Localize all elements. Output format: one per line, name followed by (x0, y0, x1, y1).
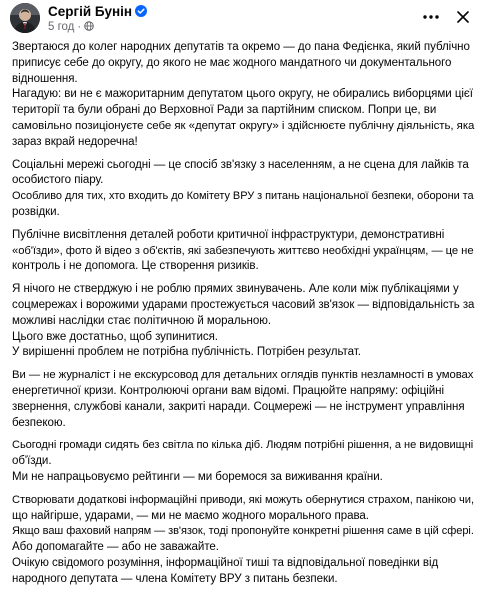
post-paragraph (12, 368, 476, 431)
text-line: Публічне висвітлення деталей роботи критичної інфраструктури, демонстративні (12, 228, 445, 241)
text-line: звернення, службові канали, закриті наради. Соцмережі — не інструмент управління (12, 400, 465, 413)
text-line: Нагадую: ви не є мажоритарним депутатом цього округу, не обирались виборцями цієї (12, 88, 473, 101)
author-avatar[interactable] (10, 3, 40, 33)
text-line: Я нічого не стверджую і не роблю прямих звинувачень. Але коли між публікаціями у (12, 283, 459, 296)
more-options-button[interactable] (420, 6, 442, 28)
post-header (0, 0, 480, 38)
text-line: Цього вже достатньо, щоб зупинитися. (12, 330, 218, 343)
text-line: відношення. (12, 72, 78, 85)
text-line: Соціальні мережі сьогодні — це спосіб зв'язку з населенням, а не сцена для лайків та (12, 158, 469, 171)
text-line: Звертаюся до колег народних депутатів та окремо — до пана Федієнка, який публічно (12, 41, 470, 53)
text-line: Створювати додаткові інформаційні приводи, які можуть обернутися страхом, панікою чи, (12, 493, 475, 506)
text-line: У вирішенні проблем не потрібна публічність. Потрібен результат. (12, 346, 361, 359)
verified-badge-icon (135, 5, 147, 17)
close-icon (457, 11, 469, 23)
text-line: особистого піару. (12, 174, 104, 187)
more-options-icon (423, 15, 439, 19)
text-line: можливі наслідки стає політичною й моральною. (12, 314, 272, 327)
text-line: соцмережах і ворожими ударами простежується часовий зв'язок — відповідальність за (12, 298, 475, 311)
author-name[interactable] (48, 3, 147, 20)
post-paragraph (12, 228, 476, 275)
meta-separator: · (77, 21, 82, 33)
post-meta (48, 20, 94, 34)
post-paragraph (12, 158, 476, 221)
text-line: об'їзди. (12, 455, 52, 468)
globe-icon[interactable] (84, 21, 94, 31)
text-line: безпекою. (12, 416, 66, 429)
post-text (12, 40, 476, 595)
text-line: «об'їзди», фото й відео з об'єктів, які забезпечують життєво необхідні українцям, — це не (12, 244, 474, 257)
author-name-text[interactable]: Сергій Бунін (48, 4, 133, 19)
text-line: Ми не напрацьовуємо рейтинги — ми боремося за виживання країни. (12, 470, 383, 483)
text-line: самовільно позиціонуєте себе як «депутат округу» і здійснюєте публічну діяльність, яка (12, 119, 475, 132)
text-line: Сьогодні громади сидять без світла по кілька діб. Людям потрібні рішення, а не видовищні (12, 439, 474, 452)
text-line: Якщо ваш фаховий напрям — зв'язок, тоді пропонуйте конкретні рішення саме в цій сфері. (12, 525, 474, 538)
post-paragraph (12, 40, 476, 151)
close-button[interactable] (452, 6, 474, 28)
text-line: що найгірше, ударами, — ми не маємо жодного морального права. (12, 509, 369, 522)
text-line: приписує себе до округу, до якого не має жодного мандатного чи документального (12, 56, 452, 69)
text-line: розвідки. (12, 205, 60, 218)
post-paragraph (12, 493, 476, 588)
post-time[interactable]: 5 год (48, 21, 75, 33)
text-line: Очікую свідомого розуміння, інформаційної тиші та відповідальної поведінки від (12, 556, 439, 569)
text-line: Або допомагайте — або не заважайте. (12, 541, 219, 554)
text-line: народного депутата — члена Комітету ВРУ з питань безпеки. (12, 572, 338, 585)
text-line: Особливо для тих, хто входить до Комітету ВРУ з питань національної безпеки, оборони та (12, 190, 474, 203)
text-line: енергетичної кризи. Контролюючі органи вам відомі. Працюйте напряму: офіційні (12, 384, 445, 397)
text-line: Ви — не журналіст і не екскурсовод для детальних оглядів пунктів незламності в умовах (12, 369, 474, 382)
post-paragraph (12, 282, 476, 361)
text-line: території та були обрані до Верховної Ради за партійним списком. Попри це, ви (12, 104, 437, 117)
profile-photo (10, 3, 40, 33)
text-line: зараз вкрай недоречна! (12, 135, 138, 148)
post-paragraph (12, 438, 476, 485)
text-line: контроль і не допомога. Це створення ризиків. (12, 260, 259, 273)
